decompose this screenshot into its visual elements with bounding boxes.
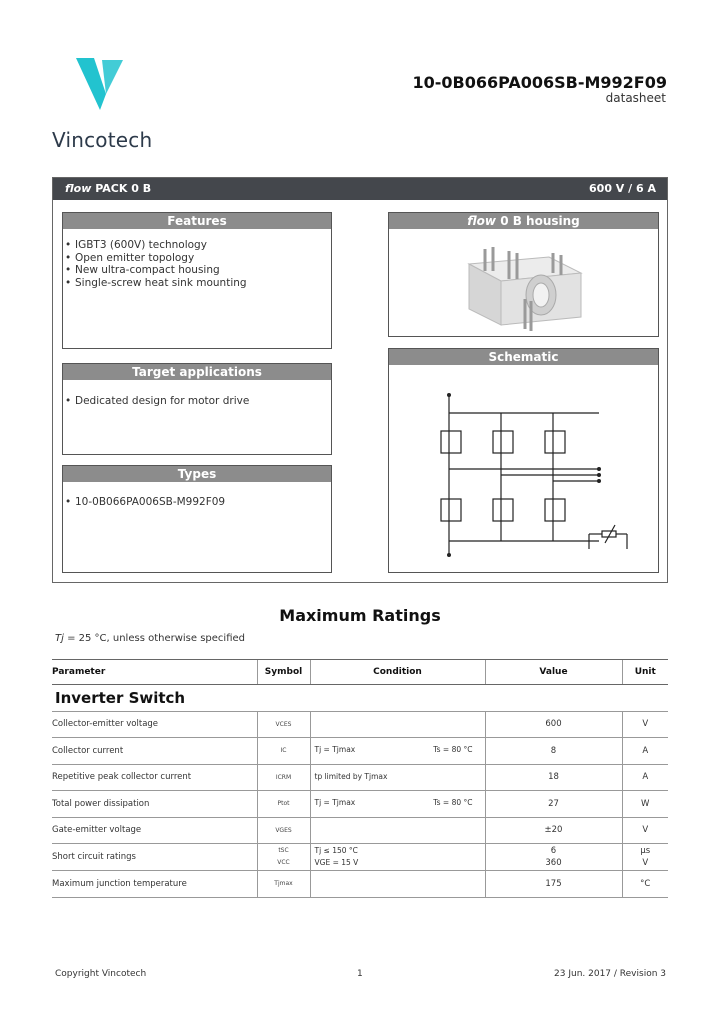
maximum-ratings-heading: Maximum Ratings [279, 606, 441, 625]
brand-name: Vincotech [52, 128, 153, 152]
vincotech-logo-icon [76, 58, 124, 112]
table-header-row [52, 660, 668, 685]
parameter-cell: Repetitive peak collector current [52, 764, 257, 791]
symbol-cell: Ptot [257, 791, 310, 818]
types-panel [62, 465, 332, 573]
parameter-cell: Collector-emitter voltage [52, 711, 257, 738]
column-header: Symbol [257, 660, 310, 685]
table-row [52, 711, 668, 738]
housing-image [389, 229, 658, 336]
section-title: Inverter Switch [52, 685, 668, 712]
condition-cell: Tj = Tjmax Ts = 80 °C [310, 791, 485, 818]
value-cell: 175 [485, 871, 622, 898]
product-family: flow PACK 0 B [65, 182, 152, 195]
symbol-cell: tSC VCC [257, 844, 310, 871]
target-applications-title: Target applications [63, 364, 331, 380]
symbol-cell: VGES [257, 817, 310, 844]
parameter-cell: Collector current [52, 738, 257, 765]
housing-title: flow 0 B housing [389, 213, 658, 229]
parameter-cell: Short circuit ratings [52, 844, 257, 871]
parameter-cell: Maximum junction temperature [52, 871, 257, 898]
list-item: • 10-0B066PA006SB-M992F09 [75, 496, 331, 509]
value-cell: 6 360 [485, 844, 622, 871]
schematic-panel [388, 348, 659, 573]
unit-cell: V [622, 817, 668, 844]
symbol-cell: VCES [257, 711, 310, 738]
table-row [52, 844, 668, 871]
column-header: Condition [310, 660, 485, 685]
schematic-title: Schematic [389, 349, 658, 365]
housing-panel [388, 212, 659, 337]
table-row [52, 764, 668, 791]
condition-cell [310, 711, 485, 738]
condition-cell: tp limited by Tjmax [310, 764, 485, 791]
maximum-ratings-table [52, 659, 668, 898]
symbol-cell: Tjmax [257, 871, 310, 898]
table-row [52, 817, 668, 844]
footer-page-number: 1 [357, 969, 363, 979]
features-title: Features [63, 213, 331, 229]
document-type: datasheet [605, 91, 666, 105]
condition-cell [310, 817, 485, 844]
footer-date-revision: 23 Jun. 2017 / Revision 3 [554, 969, 666, 979]
value-cell: 18 [485, 764, 622, 791]
symbol-cell: IC [257, 738, 310, 765]
list-item: • Single-screw heat sink mounting [75, 277, 331, 290]
table-row [52, 738, 668, 765]
value-cell: 600 [485, 711, 622, 738]
target-applications-panel [62, 363, 332, 455]
section-row [52, 685, 668, 712]
product-rating: 600 V / 6 A [589, 182, 656, 195]
parameter-cell: Gate-emitter voltage [52, 817, 257, 844]
column-header: Value [485, 660, 622, 685]
inverter-schematic [389, 365, 658, 572]
condition-cell: Tj ≤ 150 °C VGE = 15 V [310, 844, 485, 871]
symbol-cell: ICRM [257, 764, 310, 791]
column-header: Parameter [52, 660, 257, 685]
table-row [52, 791, 668, 818]
ratings-condition-note: Tj = 25 °C, unless otherwise specified [55, 633, 246, 644]
footer-copyright: Copyright Vincotech [55, 969, 147, 979]
features-panel [62, 212, 332, 349]
list-item: • Open emitter topology [75, 252, 331, 265]
value-cell: ±20 [485, 817, 622, 844]
list-item: • New ultra-compact housing [75, 264, 331, 277]
column-header: Unit [622, 660, 668, 685]
unit-cell: V [622, 711, 668, 738]
unit-cell: °C [622, 871, 668, 898]
unit-cell: A [622, 738, 668, 765]
condition-cell: Tj = Tjmax Ts = 80 °C [310, 738, 485, 765]
unit-cell: A [622, 764, 668, 791]
table-row [52, 871, 668, 898]
list-item: • Dedicated design for motor drive [75, 395, 331, 408]
parameter-cell: Total power dissipation [52, 791, 257, 818]
types-title: Types [63, 466, 331, 482]
condition-cell [310, 871, 485, 898]
list-item: • IGBT3 (600V) technology [75, 239, 331, 252]
unit-cell: μs V [622, 844, 668, 871]
value-cell: 27 [485, 791, 622, 818]
value-cell: 8 [485, 738, 622, 765]
product-title-bar [53, 178, 667, 200]
unit-cell: W [622, 791, 668, 818]
part-number: 10-0B066PA006SB-M992F09 [412, 73, 667, 92]
